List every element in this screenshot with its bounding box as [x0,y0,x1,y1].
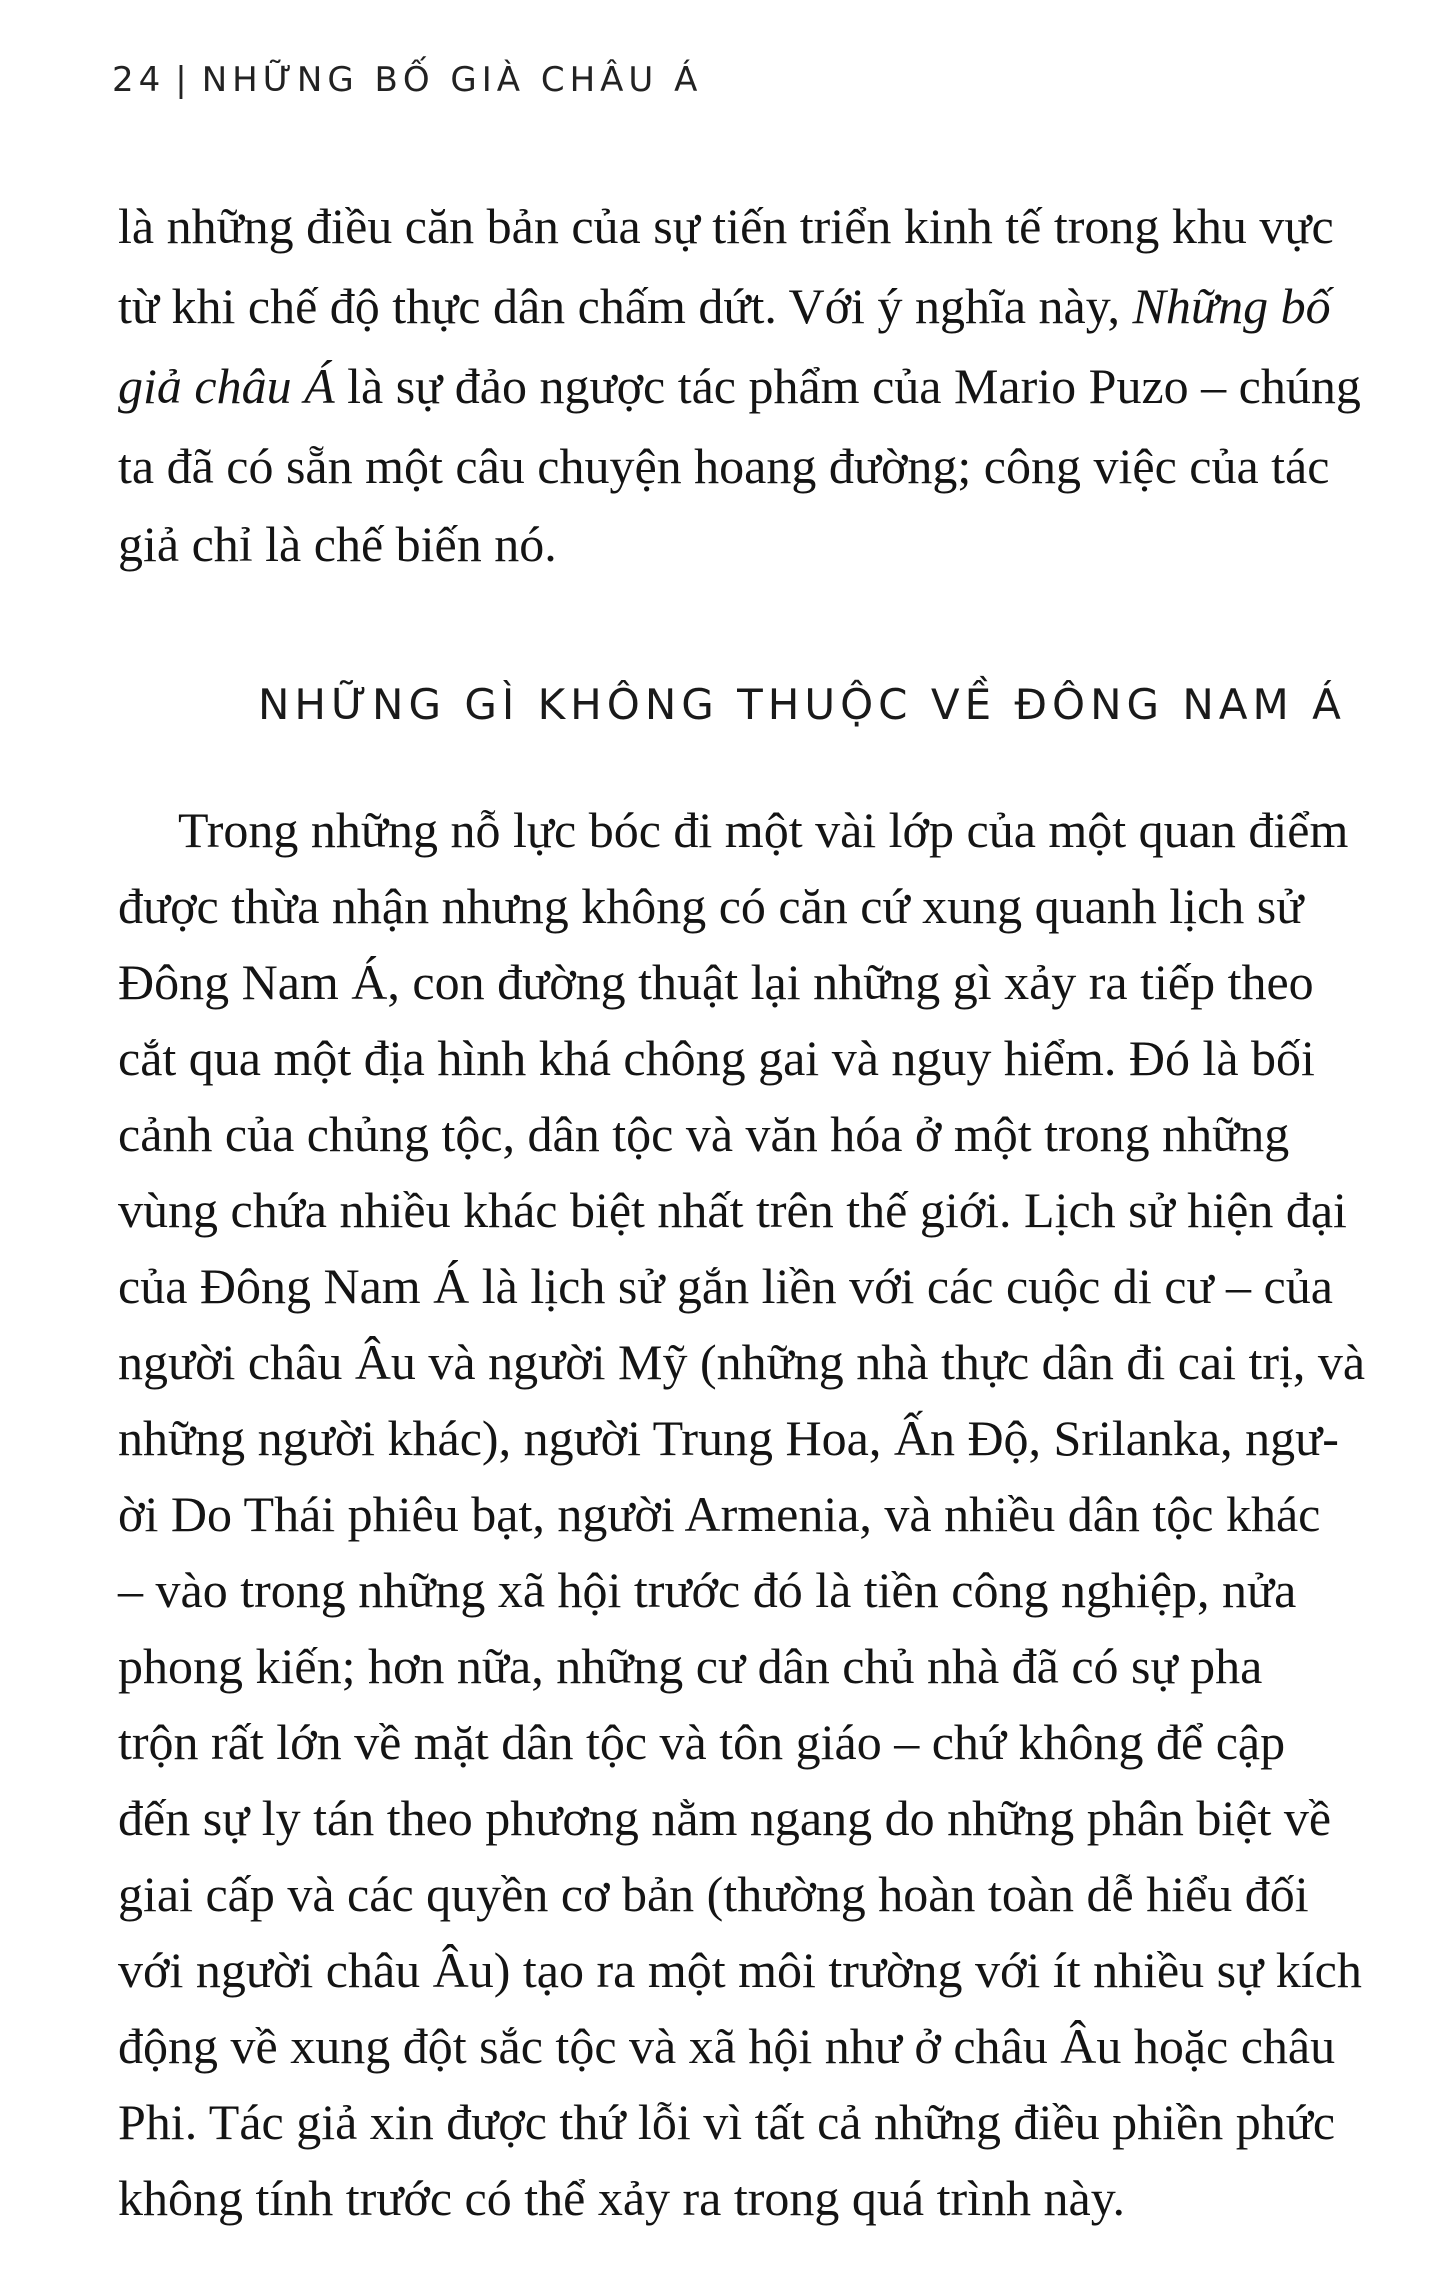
body-line: cảnh của chủng tộc, dân tộc và văn hóa ở một trong những [118,1106,1290,1162]
body-line: đến sự ly tán theo phương nằm ngang do những phân biệt về [118,1790,1332,1846]
intro-line-2 [118,276,1331,336]
intro-line-3 [118,356,1361,416]
intro-line-1: là những điều căn bản của sự tiến triển kinh tế trong khu vực [118,198,1334,254]
body-line: với người châu Âu) tạo ra một môi trường với ít nhiều sự kích [118,1942,1362,1998]
body-line: giai cấp và các quyền cơ bản (thường hoàn toàn dễ hiểu đối [118,1866,1309,1922]
body-line: Trong những nỗ lực bóc đi một vài lớp của một quan điểm [178,802,1349,858]
body-line: động về xung đột sắc tộc và xã hội như ở châu Âu hoặc châu [118,2018,1336,2074]
body-line: ời Do Thái phiêu bạt, người Armenia, và nhiều dân tộc khác [118,1486,1321,1542]
body-line: Đông Nam Á, con đường thuật lại những gì xảy ra tiếp theo [118,954,1314,1010]
intro-line-3-text: là sự đảo ngược tác phẩm của Mario Puzo – chúng [334,358,1361,414]
intro-line-5: giả chỉ là chế biến nó. [118,516,557,572]
body-line: vùng chứa nhiều khác biệt nhất trên thế giới. Lịch sử hiện đại [118,1182,1347,1238]
body-line: được thừa nhận nhưng không có căn cứ xung quanh lịch sử [118,878,1304,934]
body-line: không tính trước có thể xảy ra trong quá trình này. [118,2170,1125,2226]
section-heading: NHỮNG GÌ KHÔNG THUỘC VỀ ĐÔNG NAM Á [258,680,1346,729]
body-line: người châu Âu và người Mỹ (những nhà thực dân đi cai trị, và [118,1334,1366,1390]
intro-line-4: ta đã có sẵn một câu chuyện hoang đường; công việc của tác [118,438,1330,494]
body-line: của Đông Nam Á là lịch sử gắn liền với các cuộc di cư – của [118,1258,1333,1314]
body-line: cắt qua một địa hình khá chông gai và nguy hiểm. Đó là bối [118,1030,1315,1086]
intro-line-2-text: từ khi chế độ thực dân chấm dứt. Với ý nghĩa này, [118,278,1133,334]
book-title: NHỮNG BỐ GIÀ CHÂU Á [201,60,703,100]
body-line: trộn rất lớn về mặt dân tộc và tôn giáo – chứ không để cập [118,1714,1286,1770]
page-number: 24 [112,60,166,100]
body-line: – vào trong những xã hội trước đó là tiền công nghiệp, nửa [118,1562,1297,1618]
running-head [112,60,702,100]
body-line: những người khác), người Trung Hoa, Ấn Độ, Srilanka, ngư- [118,1410,1339,1466]
italic-title-fragment-1: Những bố [1132,278,1331,334]
body-line: phong kiến; hơn nữa, những cư dân chủ nhà đã có sự pha [118,1638,1263,1694]
body-line: Phi. Tác giả xin được thứ lỗi vì tất cả những điều phiền phức [118,2094,1336,2150]
running-head-separator: | [175,60,192,100]
italic-title-fragment-2: giả châu Á [118,358,335,414]
